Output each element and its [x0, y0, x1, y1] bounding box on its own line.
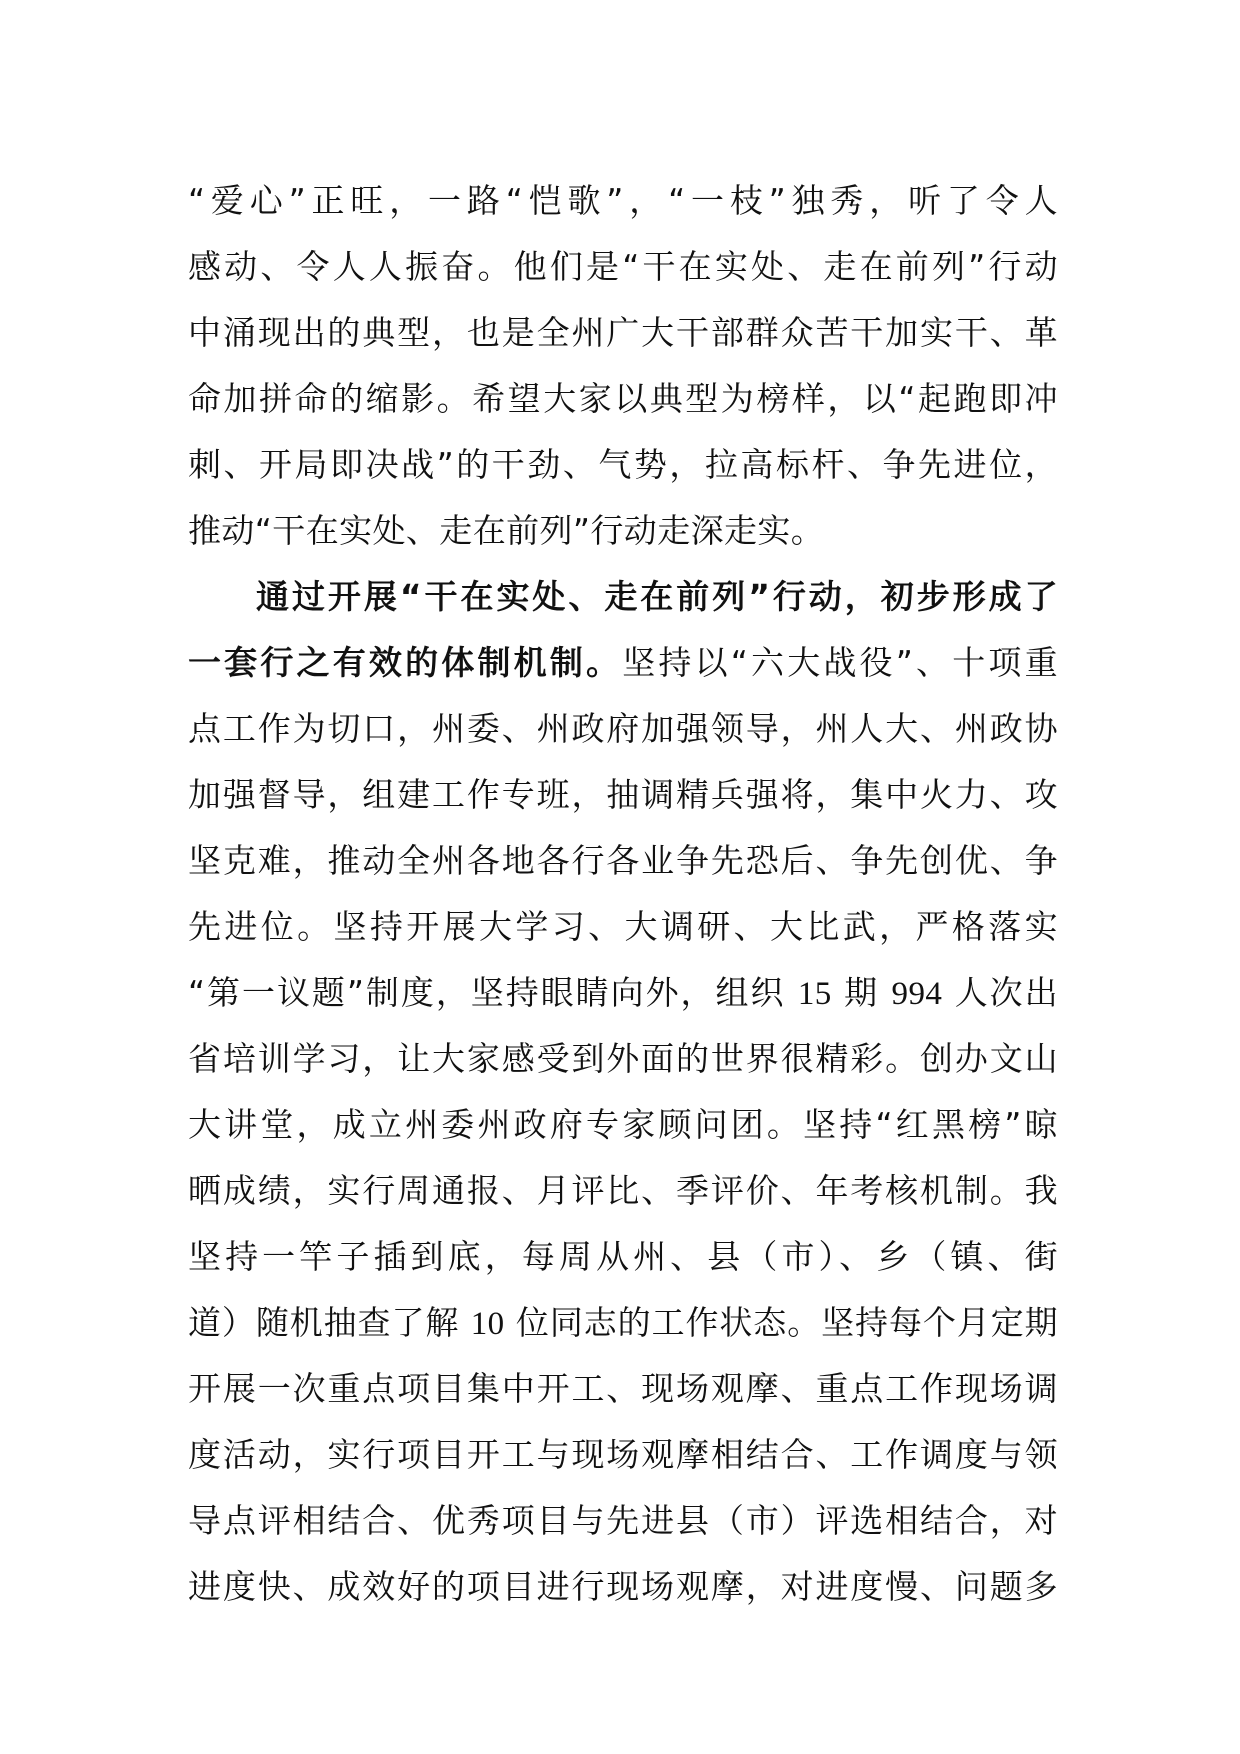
paragraph2-line-7	[188, 960, 1058, 1026]
body-text	[188, 168, 1058, 1620]
line7-number-people: 994	[891, 976, 943, 1012]
line7-text-b: 期	[844, 973, 880, 1012]
paragraph2-line-3: 点工作为切口，州委、州政府加强领导，州人大、州政协	[188, 709, 1058, 748]
paragraph2-line-2-rest: 坚持以“六大战役”、十项重	[622, 643, 1058, 682]
paragraph1-line-5: 刺、开局即决战”的干劲、气势，拉高标杆、争先进位，	[188, 445, 1058, 484]
paragraph2-line-8: 省培训学习，让大家感受到外面的世界很精彩。创办文山	[188, 1039, 1058, 1078]
paragraph1-line-3: 中涌现出的典型，也是全州广大干部群众苦干加实干、革	[188, 313, 1058, 352]
paragraph2-heading-line-1: 通过开展“干在实处、走在前列”行动，初步形成了	[256, 577, 1058, 616]
paragraph2-line-15: 导点评相结合、优秀项目与先进县（市）评选相结合，对	[188, 1501, 1058, 1540]
paragraph2-line-16: 进度快、成效好的项目进行现场观摩，对进度慢、问题多	[188, 1567, 1058, 1606]
line7-text-a: “第一议题”制度，坚持眼睛向外，组织	[188, 973, 786, 1012]
line12-text-b: 位同志的工作状态。坚持每个月定期	[515, 1303, 1058, 1342]
paragraph1-line-1: “爱心”正旺，一路“恺歌”，“一枝”独秀，听了令人	[188, 181, 1058, 220]
paragraph2-line-11: 坚持一竿子插到底，每周从州、县（市）、乡（镇、街	[188, 1237, 1058, 1276]
paragraph2-line-6: 先进位。坚持开展大学习、大调研、大比武，严格落实	[188, 907, 1058, 946]
paragraph2-line-4: 加强督导，组建工作专班，抽调精兵强将，集中火力、攻	[188, 775, 1058, 814]
paragraph1-line-2: 感动、令人人振奋。他们是“干在实处、走在前列”行动	[188, 247, 1058, 286]
paragraph2-line-14: 度活动，实行项目开工与现场观摩相结合、工作调度与领	[188, 1435, 1058, 1474]
paragraph1-line-4: 命加拼命的缩影。希望大家以典型为榜样，以“起跑即冲	[188, 379, 1058, 418]
line7-text-c: 人次出	[954, 973, 1058, 1012]
paragraph2-line-5: 坚克难，推动全州各地各行各业争先恐后、争先创优、争	[188, 841, 1058, 880]
paragraph2-line-9: 大讲堂，成立州委州政府专家顾问团。坚持“红黑榜”晾	[188, 1105, 1058, 1144]
paragraph2-line-12	[188, 1290, 1058, 1356]
paragraph2-line-10: 晒成绩，实行周通报、月评比、季评价、年考核机制。我	[188, 1171, 1058, 1210]
line7-number-periods: 15	[797, 976, 832, 1012]
line12-text-a: 道）随机抽查了解	[188, 1303, 460, 1342]
paragraph2-line-13: 开展一次重点项目集中开工、现场观摩、重点工作现场调	[188, 1369, 1058, 1408]
paragraph1-line-6: 推动“干在实处、走在前列”行动走深走实。	[188, 511, 825, 550]
paragraph2-heading-line-2: 一套行之有效的体制机制。	[188, 643, 623, 682]
line12-number-people: 10	[470, 1306, 505, 1342]
paragraph2-line-2	[188, 630, 1058, 696]
